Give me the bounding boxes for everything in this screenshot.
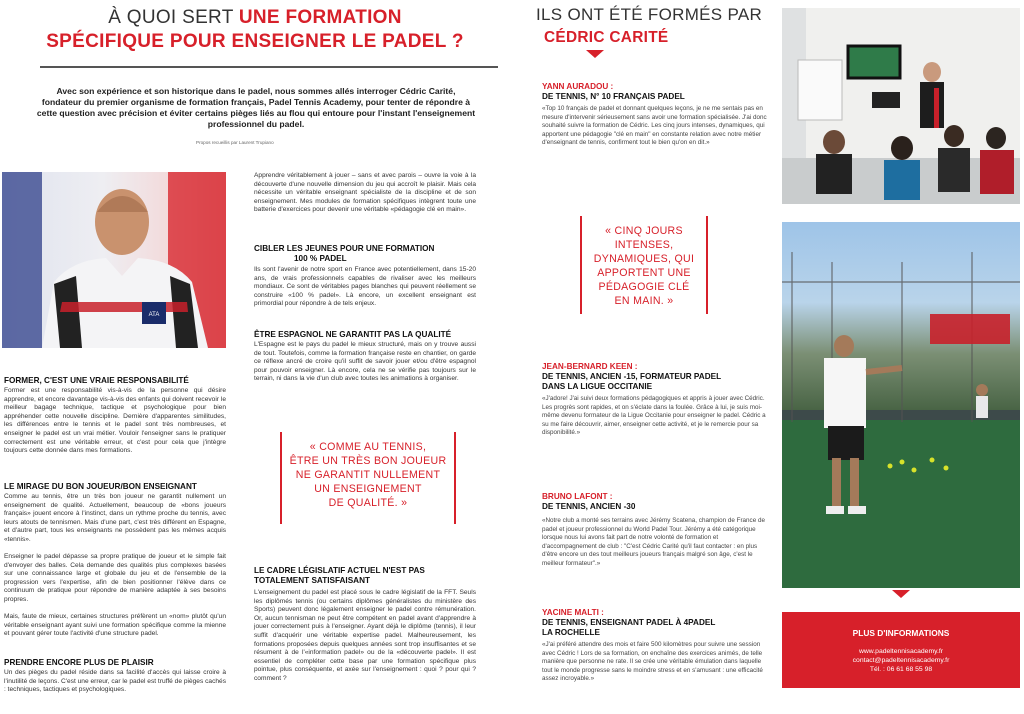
jacket-badge: ATA (148, 312, 160, 318)
section-heading: PRENDRE ENCORE PLUS DE PLAISIR (4, 658, 154, 667)
section-text: Mais, faute de mieux, certaines structures préfèrent un «nom» plutôt qu'un véritable enseignant ayant suivi une formation spécifique comme la mienne et pouvant gérer toute l'activité d'une structure padel. (4, 613, 226, 638)
info-box (782, 612, 1020, 688)
title-line2: SPÉCIFIQUE POUR ENSEIGNER LE PADEL ? (46, 31, 464, 52)
quote-line: ÊTRE UN TRÈS BON JOUEUR (289, 455, 447, 467)
testimonial-text: «J'adore! J'ai suivi deux formations pédagogiques et appris à jouer avec Cédric. Les progrès sont rapides, et on s'éclate dans la foulée. Grâce à lui, je suis moi-même devenu formateur de la Ligue Occitanie pour enseigner le padel. Cédric a su me faire découvrir, aimer, enseigner cette activité, et je le remercie pour sa disponibilité.» (542, 395, 766, 437)
classroom-photo (782, 8, 1020, 204)
info-phone: Tél. : 06 61 68 55 98 (869, 666, 933, 673)
info-title: PLUS D'INFORMATIONS (852, 628, 950, 638)
instructor-photo (2, 172, 226, 348)
title-rule (40, 66, 498, 68)
quote-line: UN ENSEIGNEMENT (314, 483, 422, 495)
section-text: Enseigner le padel dépasse sa propre pratique de joueur et le simple fait d'envoyer des balles. Cela demande des qualités plus complexes basées sur une connaissance large et globale du jeu et de l'ensemble de la progression vers l'expertise, afin de bien positionner l'élève dans ce continuum de pratique pour répondre de manière adaptée à ses besoins propres. (4, 553, 226, 603)
testimonial-text: «J'ai préféré attendre des mois et faire 500 kilomètres pour suivre une session avec Cédric ! Lors de sa formation, on enchaîne des exercices animés, de telle manière que personne ne rate. Il se crée une véritable émulation dans laquelle tout le monde progresse sans le moindre stress et en s'amusant : une efficacité assez incroyable.» (542, 641, 763, 683)
section-heading: FORMER, C'EST UNE VRAIE RESPONSABILITÉ (4, 376, 189, 385)
article-title (40, 6, 470, 54)
testimonial (542, 82, 770, 148)
court-illustration (782, 222, 1020, 588)
credit-text: Propos recueillis par Laurent Trupiano (196, 140, 274, 145)
quote-line: EN MAIN. » (614, 295, 674, 307)
padel-court-photo (782, 222, 1020, 588)
heading-line: LE CADRE LÉGISLATIF ACTUEL N'EST PAS (254, 566, 425, 575)
info-email[interactable]: contact@padeltennisacademy.fr (852, 657, 950, 664)
info-website[interactable]: www.padeltennisacademy.fr (858, 648, 944, 655)
person-role: DE TENNIS, ANCIEN -15, FORMATEUR PADEL (542, 372, 722, 381)
person-role: DE TENNIS, N° 10 FRANÇAIS PADEL (542, 92, 685, 101)
person-role: LA ROCHELLE (542, 628, 600, 637)
person-role: DE TENNIS, ENSEIGNANT PADEL À 4PADEL (542, 618, 716, 627)
classroom-illustration (782, 8, 1020, 204)
pull-quote (580, 216, 708, 314)
quote-line: « CINQ JOURS INTENSES, (605, 225, 683, 251)
section-text: L'Espagne est le pays du padel le mieux structuré, mais on y trouve aussi de tout. Toutefois, comme la formation française reste en chantier, on garde ce réflexe ancré de croire qu'il suffit de savoir jouer et/ou d'être espagnol pour pouvoir enseigner. Là encore, cela ne se vérifie pas toujours sur le terrain, ni dans la vie d'un club avec toutes les animations à organiser. (254, 341, 476, 383)
section-text: Ils sont l'avenir de notre sport en France avec potentiellement, dans 15-20 ans, de vrais professionnels capables de rivaliser avec les meilleurs mondiaux. Ce sont de véritables pages blanches qui peuvent réellement se construire «100 % padel». Là encore, un excellent enseignant est primordial pour répondre à de tels enjeux. (254, 266, 476, 308)
quote-line: APPORTENT UNE (597, 267, 691, 279)
pull-quote (280, 432, 456, 524)
person-role: DANS LA LIGUE OCCITANIE (542, 382, 653, 391)
heading-line: TOTALEMENT SATISFAISANT (254, 575, 370, 585)
section-text: L'enseignement du padel est placé sous le cadre législatif de la FFT. Seuls les diplômés tennis (ou certains diplômes généralistes du ministère des Sports) peuvent donc légalement enseigner le padel contre rémunération. Or, aucun tennisman ne peut être compétent en padel avant d'apprendre à jouer correctement puis à l'enseigner. Ayant déjà le diplôme (tennis), il leur suffit d'acquérir une véritable expertise padel. Malheureusement, les formations proposées depuis quelques années sont trop insuffisantes et se résument à de l'«information padel» ou de la «découverte padel». Il est essentiel de compléter cette base par une formation spécifique plus pointue, plus conséquente, et axée sur l'enseignement : quoi ? pour qui ? comment ? (254, 589, 476, 682)
person-name: YACINE MALTI : (542, 608, 604, 617)
section-text: Former est une responsabilité vis-à-vis de la personne qui désire apprendre, et encore davantage vis-à-vis des enfants qui doivent recevoir le meilleur bagage technique, tactique et psychologique pour bien appréhender cette nouvelle discipline. Dernière d'apparentes similitudes, les différences entre le tennis et le padel sont très nombreuses, et enseigner le padel est un vrai métier. Vouloir l'enseigner sans le pratiquer correctement est une véritable erreur, et c'est pour cela que j'intègre toujours cette donnée dans mes formations. (4, 387, 226, 455)
person-name: BRUNO LAFONT : (542, 492, 613, 501)
testimonial (542, 362, 770, 438)
down-arrow-icon (586, 50, 604, 58)
section-heading (254, 244, 476, 263)
section-heading (254, 566, 476, 585)
section-heading: ÊTRE ESPAGNOL NE GARANTIT PAS LA QUALITÉ (254, 330, 452, 339)
person-name: JEAN-BERNARD KEEN : (542, 362, 638, 371)
section-heading: LE MIRAGE DU BON JOUEUR/BON ENSEIGNANT (4, 482, 197, 491)
section-text: Apprendre véritablement à jouer – sans et avec parois – ouvre la voie à la découverte d'une nouvelle dimension du jeu qui accroît le plaisir. Mais cela nécessite un véritable enseignant spécialiste de la discipline et de son enseignement. Mes modules de formation spécifiques intègrent toute une batterie d'exercices pour devenir une véritable «pédagogie clé en main». (254, 172, 476, 214)
person-role: DE TENNIS, ANCIEN -30 (542, 502, 636, 511)
heading-line: 100 % PADEL (294, 253, 347, 263)
quote-line: PÉDAGOGIE CLÉ (598, 281, 690, 293)
right-heading: ILS ONT ÉTÉ FORMÉS PAR (536, 5, 763, 24)
quote-line: NE GARANTIT NULLEMENT (295, 469, 441, 481)
quote-line: « COMME AU TENNIS, (309, 441, 427, 453)
down-arrow-icon (892, 590, 910, 598)
section-text: Un des pièges du padel réside dans sa facilité d'accès qui laisse croire à l'inutilité de leçons. C'est une erreur, car le padel est truffé de pièges cachés : techniques, tactiques et psychologiques. (4, 669, 226, 694)
quote-line: DYNAMIQUES, QUI (593, 253, 695, 265)
quote-line: DE QUALITÉ. » (328, 497, 408, 509)
testimonial (542, 492, 770, 569)
intro-text: Avec son expérience et son historique dans le padel, nous sommes allés interroger Cédric Carité, fondateur du premier organisme de formation français, Padel Tennis Academy, pour tenter de répondre à cette question avec précision et éviter certains pièges liés au flou qui entoure pour l'instant l'enseignement professionnel du padel. (36, 86, 476, 129)
testimonial (542, 608, 770, 684)
title-red: UNE FORMATION (238, 7, 402, 28)
right-heading-name: CÉDRIC CARITÉ (544, 29, 669, 46)
section-text: Comme au tennis, être un très bon joueur ne garantit nullement un enseignement de qualité. Actuellement, beaucoup de «bons joueurs français» jouent encore à l'instinct, dans un rythme proche du tennis, avec leurs atouts de tennismen. Mais d'une part, c'est très différent en Espagne, et d'autre part, tous les enseignants ne possèdent pas les mêmes acquis «tennis». (4, 493, 226, 543)
testimonial-text: «Notre club a monté ses terrains avec Jérémy Scatena, champion de France de padel et joueur professionnel du World Padel Tour. Jérémy a été catégorique lorsque nous lui avons fait part de notre volonté de formation et d'accompagnement de club : "C'est Cédric Carité qu'il faut contacter : en plus d'être encore un des tout meilleurs joueurs français malgré son âge, c'est le meilleur formateur".» (542, 517, 765, 567)
testimonial-text: «Top 10 français de padel et donnant quelques leçons, je ne me sentais pas en mesure d'intervenir sérieusement sans avoir une formation spécialisée. J'ai donc souhaité suivre la formation de Cédric. Les cinq jours intenses, dynamiques, qui apportent une pédagogie "clé en main" en constante relation avec notre métier d'enseignant de tennis, confirment tout le bien qu'on en dit.» (542, 105, 767, 147)
person-name: YANN AURADOU : (542, 82, 614, 91)
person-illustration (2, 172, 226, 348)
title-plain: À QUOI SERT (108, 7, 239, 28)
heading-line: CIBLER LES JEUNES POUR UNE FORMATION (254, 244, 435, 253)
